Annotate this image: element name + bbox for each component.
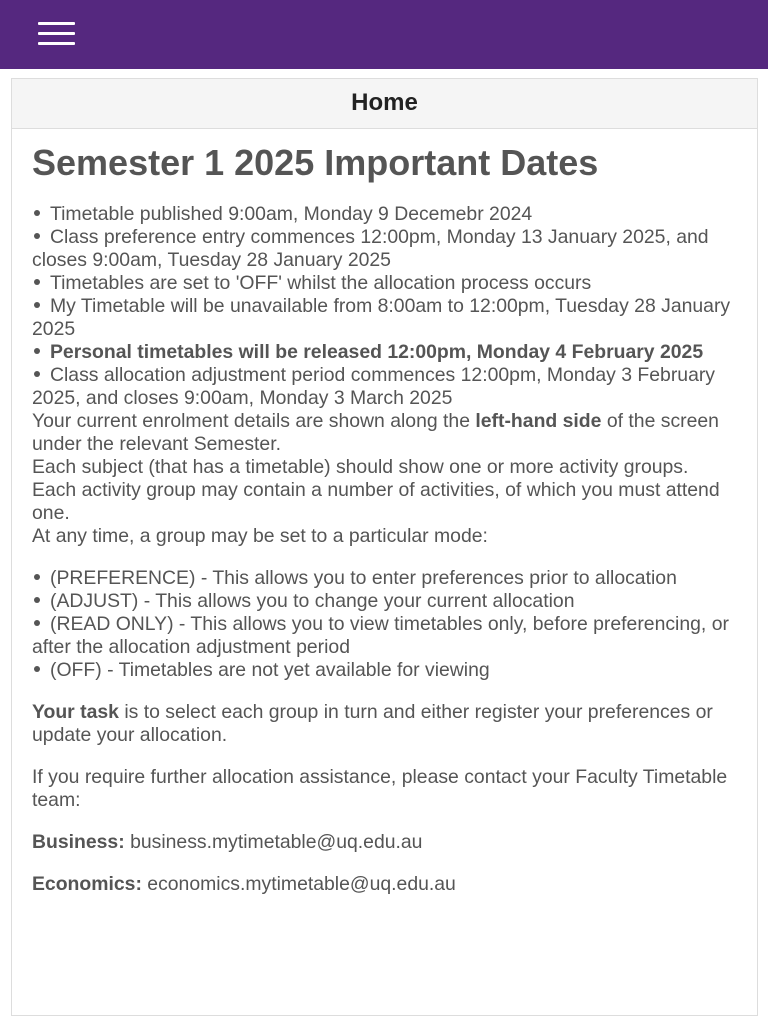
bullet-icon bbox=[34, 574, 40, 580]
date-item bbox=[32, 226, 757, 272]
mode-item bbox=[32, 613, 757, 659]
date-item-text: Timetable published 9:00am, Monday 9 Decemebr 2024 bbox=[50, 203, 533, 225]
task-text-rest: is to select each group in turn and either register your preferences or update your allocation. bbox=[32, 701, 713, 746]
mode-item bbox=[32, 659, 757, 682]
panel-body bbox=[12, 129, 757, 896]
task-text-bold: Your task bbox=[32, 701, 119, 723]
task-text bbox=[32, 701, 757, 747]
mode-item bbox=[32, 567, 757, 590]
assist-text: If you require further allocation assistance, please contact your Faculty Timetable team: bbox=[32, 766, 728, 811]
bullet-icon bbox=[34, 210, 40, 216]
mode-item-text: (OFF) - Timetables are not yet available for viewing bbox=[50, 659, 490, 681]
enrolment-text-pre: Your current enrolment details are shown along the bbox=[32, 410, 476, 432]
bullet-icon bbox=[34, 302, 40, 308]
bullet-icon bbox=[34, 279, 40, 285]
bullet-icon bbox=[34, 371, 40, 377]
date-item bbox=[32, 272, 757, 295]
top-navbar bbox=[0, 0, 768, 69]
contact-email[interactable]: economics.mytimetable@uq.edu.au bbox=[147, 873, 456, 895]
bullet-icon bbox=[34, 233, 40, 239]
date-item-text: Class preference entry commences 12:00pm, Monday 13 January 2025, and closes 9:00am, Tuesday 28 January 2025 bbox=[32, 226, 709, 271]
modes-list bbox=[32, 567, 757, 682]
date-item bbox=[32, 203, 757, 226]
date-item-text: Timetables are set to 'OFF' whilst the allocation process occurs bbox=[50, 272, 592, 294]
bullet-icon bbox=[34, 348, 40, 354]
subject-text: Each subject (that has a timetable) should show one or more activity groups. bbox=[32, 456, 689, 478]
panel-heading: Home bbox=[12, 79, 757, 129]
bullet-icon bbox=[34, 620, 40, 626]
mode-item-text: (ADJUST) - This allows you to change your current allocation bbox=[50, 590, 575, 612]
contact-label: Business: bbox=[32, 831, 125, 853]
date-item-text: Class allocation adjustment period commences 12:00pm, Monday 3 February 2025, and closes 9:00am, Monday 3 March 2025 bbox=[32, 364, 716, 409]
date-item bbox=[32, 295, 757, 341]
date-item bbox=[32, 364, 757, 410]
bullet-icon bbox=[34, 666, 40, 672]
enrolment-text bbox=[32, 410, 757, 456]
mode-intro: At any time, a group may be set to a particular mode: bbox=[32, 525, 488, 547]
date-item-text-bold: Personal timetables will be released 12:00pm, Monday 4 February 2025 bbox=[50, 341, 704, 363]
enrolment-text-bold: left-hand side bbox=[475, 410, 602, 432]
home-panel bbox=[11, 78, 758, 1016]
group-text: Each activity group may contain a number of activities, of which you must attend one. bbox=[32, 479, 720, 524]
mode-item-text: (READ ONLY) - This allows you to view timetables only, before preferencing, or after the allocation adjustment period bbox=[32, 613, 729, 658]
bullet-icon bbox=[34, 597, 40, 603]
contact-business bbox=[32, 831, 757, 854]
mode-item bbox=[32, 590, 757, 613]
contact-economics bbox=[32, 873, 757, 896]
page-title: Semester 1 2025 Important Dates bbox=[32, 142, 599, 183]
hamburger-menu-icon[interactable] bbox=[38, 22, 75, 46]
contact-email[interactable]: business.mytimetable@uq.edu.au bbox=[130, 831, 423, 853]
date-item-text: My Timetable will be unavailable from 8:00am to 12:00pm, Tuesday 28 January 2025 bbox=[32, 295, 731, 340]
mode-item-text: (PREFERENCE) - This allows you to enter preferences prior to allocation bbox=[50, 567, 677, 589]
date-item bbox=[32, 341, 757, 364]
enrolment-text-post: of the screen under the relevant Semester. bbox=[32, 410, 719, 455]
important-dates-list bbox=[32, 203, 757, 410]
contact-label: Economics: bbox=[32, 873, 142, 895]
